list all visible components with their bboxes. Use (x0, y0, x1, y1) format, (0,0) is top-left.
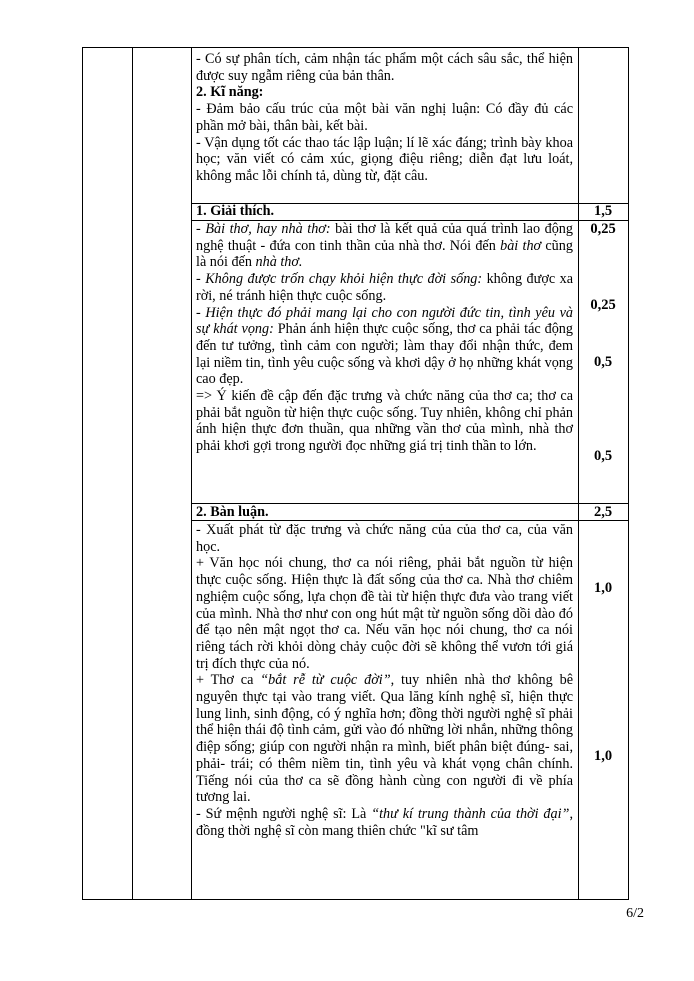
point3-term: Hiện thực đó phải mang lại cho con người đức tin, tình yêu và sự khát vọng: (196, 304, 573, 338)
section2-point2: + Văn học nói chung, thơ ca nói riêng, phải bắt nguồn từ hiện thực cuộc sống. Hiện thực là đất sống của thơ ca. Nhà thơ chiêm nghiệm cuộc sống, lựa chọn đề tài từ hiện thực đưa vào trang viết của mình. Nhà thơ như con ong hút mật từ nguồn sống dồi dào đó để tạo nên mật ngọt thơ ca. Nếu văn học nói chung, thơ ca nói riêng tách rời khỏi dòng chảy cuộc đời sẽ không thể vươn tới giá trị đích thực của nó. (196, 555, 573, 672)
section1-point2: - Không được trốn chạy khỏi hiện thực đời sống: không được xa rời, né tránh hiện thực cuộc sống. (196, 271, 573, 304)
section1-point2-score: 0,25 (590, 297, 616, 313)
column-divider-3 (578, 47, 579, 900)
point4-quote: “thư kí trung thành của thời đại” (371, 805, 570, 822)
point3-text: Phản ánh hiện thực cuộc sống, thơ ca phải tác động đến tư tưởng, tình cảm con người; làm thay đổi nhận thức, đem lại niềm tin, tình yêu cuộc sống và khơi dậy ở họ những khát vọng cao đẹp. (196, 321, 573, 388)
section2-point1: - Xuất phát từ đặc trưng và chức năng của của thơ ca, của văn học. (196, 522, 573, 555)
point4-prefix: - Sứ mệnh người nghệ sĩ: Là (196, 805, 372, 822)
skill-argument: - Vận dụng tốt các thao tác lập luận; lí lẽ xác đáng; trình bày khoa học; văn viết có cảm xúc, giọng điệu riêng; diễn đạt lưu loát, không mắc lỗi chính tả, dùng từ, đặt câu. (196, 134, 573, 184)
point1-term3: nhà thơ. (255, 254, 303, 271)
skill-structure: - Đảm bảo cấu trúc của một bài văn nghị luận: Có đầy đủ các phần mở bài, thân bài, kết bài. (196, 101, 573, 134)
point4-body: , đồng thời nghệ sĩ còn mang thiên chức "kĩ sư tâm (196, 805, 573, 839)
table-border-top (82, 47, 629, 48)
point3-quote: “bắt rễ từ cuộc đời” (260, 672, 391, 689)
section1-heading: 1. Giải thích. (196, 203, 275, 219)
point2-term: Không được trốn chạy khỏi hiện thực đời sống: (205, 271, 483, 288)
section2-point3 (196, 672, 573, 806)
intro-block (192, 51, 576, 185)
point3-prefix: + Thơ ca (196, 672, 261, 689)
table-border-right (628, 47, 629, 900)
point3-body: , tuy nhiên nhà thơ không bê nguyên thực tại vào trang viết. Qua lăng kính nghệ sĩ, hiện thực lung linh, sinh động, có ý nghĩa hơn; đồng thời người nghệ sĩ phải thể hiện thái độ tình cảm, gửi vào đó những lời nhắn, những thông điệp sống; giúp con người nhận ra mình, biết phân biệt đúng- sai, phải- trái; có thêm niềm tin, tình yêu và khát vọng chân chính. Tiếng nói của thơ ca sẽ đồng hành cùng con người đi về phía tương lai. (196, 672, 573, 806)
section1-point3: - Hiện thực đó phải mang lại cho con người đức tin, tình yêu và sự khát vọng: Phản ánh hiện thực cuộc sống, thơ ca phải tác động đến tư tưởng, tình cảm con người; làm thay đổi nhận thức, đem lại niềm tin, tình yêu cuộc sống và khơi dậy ở họ những khát vọng cao đẹp. (196, 304, 573, 388)
table-border-bottom (82, 899, 629, 900)
section2-point2-score: 1,0 (593, 580, 613, 596)
section1-body (192, 221, 576, 455)
section1-point3-score: 0,5 (593, 354, 613, 370)
skills-heading: 2. Kĩ năng: (196, 84, 264, 101)
table-border-left (82, 47, 83, 900)
point2-text: không được xa rời, né tránh hiện thực cuộc sống. (196, 271, 573, 304)
section1-point1: - Bài thơ, hay nhà thơ: bài thơ là kết quả của quá trình lao động nghệ thuật - đứa con tinh thần của nhà thơ. Nói đến bài thơ cũng là nói đến nhà thơ. (196, 221, 573, 271)
point1-text: bài thơ là kết quả của quá trình lao động nghệ thuật - đứa con tinh thần của nhà thơ. Nói đến (196, 221, 573, 254)
section1-point1-score: 0,25 (590, 221, 616, 237)
section2-point3-score: 1,0 (593, 748, 613, 764)
point1-mid: cũng là nói đến (196, 237, 573, 271)
point1-term: Bài thơ, hay nhà thơ: (205, 221, 331, 237)
section2-point4 (196, 806, 573, 839)
section2-score: 2,5 (593, 504, 613, 520)
section2-heading: 2. Bàn luận. (196, 504, 269, 520)
point1-term2: bài thơ (500, 237, 542, 254)
section1-conclusion-score: 0,5 (593, 448, 613, 464)
analysis-line: - Có sự phân tích, cảm nhận tác phẩm một cách sâu sắc, thể hiện được suy ngẫm riêng của bản thân. (196, 51, 573, 84)
column-divider-1 (132, 47, 133, 900)
section1-score: 1,5 (593, 203, 613, 219)
page-number: 6/2 (626, 906, 644, 921)
section1-conclusion: => Ý kiến đề cập đến đặc trưng và chức năng của thơ ca; thơ ca phải bắt nguồn từ hiện thực cuộc sống. Tuy nhiên, không chỉ phản ánh hiện thực đơn thuần, qua những vần thơ của mình, nhà thơ phải khơi gợi trong người đọc những giá trị tinh thần to lớn. (196, 388, 573, 455)
section2-body (192, 522, 576, 839)
